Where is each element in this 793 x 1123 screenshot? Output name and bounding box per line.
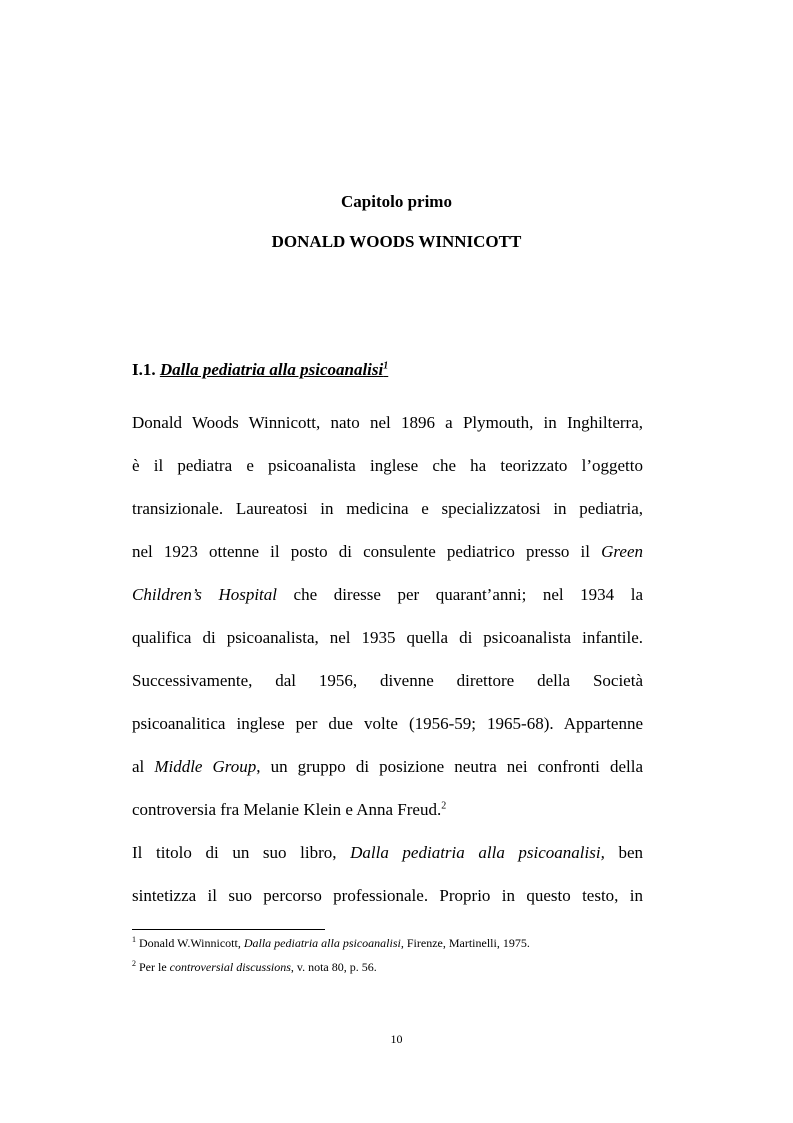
paragraph-line: Donald Woods Winnicott, nato nel 1896 a Plymouth, in Inghilterra, xyxy=(132,413,643,432)
paragraph-line: Children’s Hospital che diresse per quarant’anni; nel 1934 la xyxy=(132,585,643,604)
page-number: 10 xyxy=(390,1032,403,1046)
paragraph-line: transizionale. Laureatosi in medicina e specializzatosi in pediatria, xyxy=(132,499,643,518)
paragraph-line: controversia fra Melanie Klein e Anna Freud.$^2$ xyxy=(132,800,447,819)
section-number: I.1. xyxy=(132,360,156,379)
section-title: Dalla pediatria alla psicoanalisi$^1$ xyxy=(159,360,389,379)
paragraph-line: sintetizza il suo percorso professionale. Proprio in questo testo, in xyxy=(132,886,643,905)
paragraph-line: al Middle Group, un gruppo di posizione neutra nei confronti della xyxy=(132,757,643,776)
footnote-divider xyxy=(132,929,325,930)
paragraph-line: qualifica di psicoanalista, nel 1935 quella di psicoanalista infantile. xyxy=(132,628,643,647)
paragraph-line: nel 1923 ottenne il posto di consulente pediatrico presso il Green xyxy=(132,542,643,561)
body-text xyxy=(132,401,643,917)
paragraph-line: psicoanalitica inglese per due volte (1956-59; 1965-68). Appartenne xyxy=(132,714,643,733)
chapter-title: DONALD WOODS WINNICOTT xyxy=(271,232,522,251)
paragraph-line: è il pediatra e psicoanalista inglese che ha teorizzato l’oggetto xyxy=(132,456,643,475)
footnote-2: $^2$ Per le controversial discussions, v. nota 80, p. 56. xyxy=(132,959,377,974)
paragraph-line: Il titolo di un suo libro, Dalla pediatria alla psicoanalisi, ben xyxy=(132,843,643,862)
paragraph-line: Successivamente, dal 1956, divenne direttore della Società xyxy=(132,671,643,690)
section-heading xyxy=(132,360,388,380)
footnote-ref-1: 1 xyxy=(383,360,389,372)
footnote-ref-2: 2 xyxy=(441,800,447,812)
footnote-1: $^1$ Donald W.Winnicott, Dalla pediatria alla psicoanalisi, Firenze, Martinelli, 1975. xyxy=(132,935,530,950)
chapter-label: Capitolo primo xyxy=(341,192,452,211)
